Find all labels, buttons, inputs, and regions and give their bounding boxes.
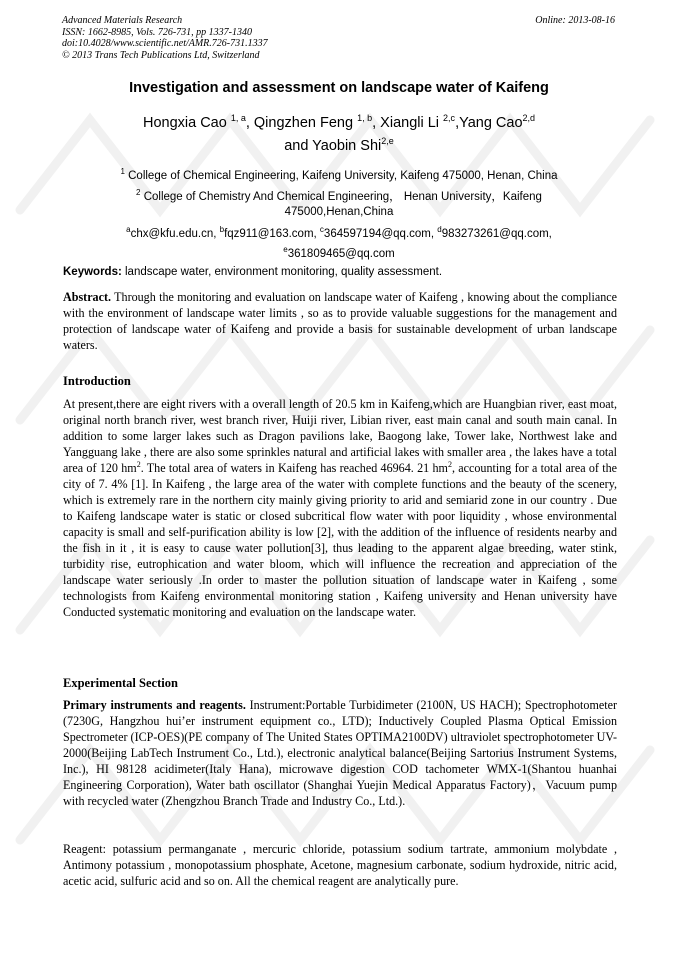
abstract	[63, 289, 617, 353]
email-marker: b	[219, 225, 225, 234]
author-line-1: Hongxia Cao $^{1, a}$, Qingzhen Feng $^{1, b}$, Xiangli Li $^{2,c}$,Yang Cao$^{2,d}$	[142, 113, 536, 131]
paragraph-text: , accounting for a total area of the city of 7. 4% [1]. In Kaifeng , the large area of the water with complete functions and the beauty of the scenery, which is extremely rare in the northern city mainly giving priority to arid and semiarid zone in our country . Due to Kaifeng landscape water is static or closed subcritical flow water with poor liquidity , whose environmental capacity is small and self-purification ability is low [2], with the addition of the influence of residents nearby and the fish in it , it is easy to cause water pollution[3], thus leading to the apparent algae breeding, water stink, turbidity rise, eutrophication and water bloom, which will influence the recreation and appreciation of the landscape water seriously .In order to master the pollution situation of landscape water in Kaifeng , some technologists from Kaifeng environmental monitoring station , Kaifeng university and Henan university have Conducted systematic monitoring and evaluation on the landscape water.	[63, 461, 618, 619]
author-affiliation-marker: 2,e	[381, 136, 394, 146]
superscript: 2	[447, 459, 452, 469]
email-marker: c	[319, 225, 324, 234]
abstract-text: Through the monitoring and evaluation on landscape water of Kaifeng , knowing about the compliance with the environment of landscape water limits , so as to provide valuable suggestions for the management and protection of landscape water of Kaifeng and provide a basis for sustainable development of urban landscape waters.	[63, 290, 617, 352]
author-affiliation-marker: 1, b	[357, 113, 373, 123]
author-name: Xiangli Li	[380, 114, 440, 131]
email: 983273261@qq.com,	[441, 227, 552, 240]
author-affiliation-marker: 2,c	[443, 113, 456, 123]
subsection-label: Primary instruments and reagents.	[63, 698, 246, 712]
author-line-2	[0, 136, 678, 154]
journal-meta	[62, 15, 268, 61]
keywords	[63, 266, 618, 278]
author-emails	[0, 222, 678, 262]
author-name: Qingzhen Feng	[253, 114, 354, 131]
affiliation-2	[0, 185, 678, 220]
affiliation-text: 475000,Henan,China	[284, 205, 394, 218]
author-affiliation-marker: 1, a	[230, 113, 246, 123]
email-marker: e	[283, 244, 288, 254]
affiliation-marker: 2	[136, 188, 141, 197]
journal-name: Advanced Materials Research	[62, 15, 183, 26]
email-marker: d	[437, 225, 442, 234]
journal-doi: doi:10.4028/www.scientific.net/AMR.726-731.1337	[62, 38, 268, 49]
paragraph-text: Instrument:Portable Turbidimeter (2100N, US HACH); Spectrophotometer (7230G, Hangzhou hui’er instrument equipment co., LTD); Inductively Coupled Plasma Optical Emission Spectrometer (ICP-OES)(PE company of The United States OPTIMA2100DV) ultraviolet spectrophotometer UV-2000(Beijing LabTech Instrument Co., Ltd.), electronic analytical balance(Beijing Sartorius Instrument Systems, Inc.), HI 98128 acidimeter(Italy Hana), microwave digestion COD tachometer WMX-1(Shantou huanhai Engineering Corporation), Water bath oscillator (Shanghai Yuejin Medical Apparatus Factory)，Vacuum pump with recycled water (Zhengzhou Branch Trade and Industry Co., Ltd.).	[63, 698, 617, 808]
author-name: and Yaobin Shi	[284, 137, 382, 154]
journal-copyright: © 2013 Trans Tech Publications Ltd, Switzerland	[62, 49, 260, 61]
journal-issn: ISSN: 1662-8985, Vols. 726-731, pp 1337-1340	[62, 26, 252, 38]
reagent-paragraph: Reagent: potassium permanganate , mercuric chloride, potassium sodium tartrate, ammonium molybdate , Antimony potassium , monopotassium phosphate, Acetone, magnesium carbonate, sodium hydroxide, nitric acid, acetic acid, sulfuric acid and so on. All the chemical reagent are analytically pure.	[63, 842, 617, 888]
email: chx@kfu.edu.cn,	[130, 227, 220, 240]
section-heading-introduction: Introduction	[63, 374, 131, 388]
online-date: Online: 2013-08-16	[535, 15, 615, 26]
author-affiliation-marker: 2,d	[522, 113, 536, 123]
email: fqz911@163.com,	[224, 227, 320, 240]
paper-title: Investigation and assessment on landscape water of Kaifeng	[129, 80, 549, 96]
paragraph-text: At present,there are eight rivers with a overall length of 20.5 km in Kaifeng,which are Huangbian river, east moat, original north branch river, west branch river, Huiji river, Libian river, east main canal and south main canal. In addition to some larger lakes such as Dragon pavilions lake, Baogong lake, Tower lake, Northwest lake and Yangguang lake , there are also some sprinkles natural and artificial lakes with smaller area , the lakes have a total area of 120 hm	[63, 397, 617, 475]
instruments-paragraph	[63, 697, 617, 809]
email: 364597194@qq.com,	[323, 227, 438, 240]
affiliation-text: College of Chemistry And Chemical Engineering， Henan University，Kaifeng	[143, 190, 542, 203]
affiliation-marker: 1	[120, 167, 125, 176]
affiliation-1	[0, 164, 678, 184]
section-heading-experimental: Experimental Section	[63, 676, 178, 690]
email-marker: a	[126, 225, 131, 234]
email: 361809465@qq.com	[287, 247, 395, 260]
author-name: Hongxia Cao	[142, 114, 227, 131]
author-name: Yang Cao	[459, 114, 523, 131]
abstract-label: Abstract.	[63, 290, 112, 304]
introduction-paragraph	[63, 396, 617, 620]
affiliation-text: College of Chemical Engineering, Kaifeng University, Kaifeng 475000, Henan, China	[128, 169, 558, 182]
keywords-text: landscape water, environment monitoring, quality assessment.	[121, 266, 443, 278]
keywords-label: Keywords:	[63, 266, 122, 278]
superscript: 2	[136, 459, 141, 469]
paragraph-text: . The total area of waters in Kaifeng has reached 46964. 21 hm	[140, 461, 448, 475]
